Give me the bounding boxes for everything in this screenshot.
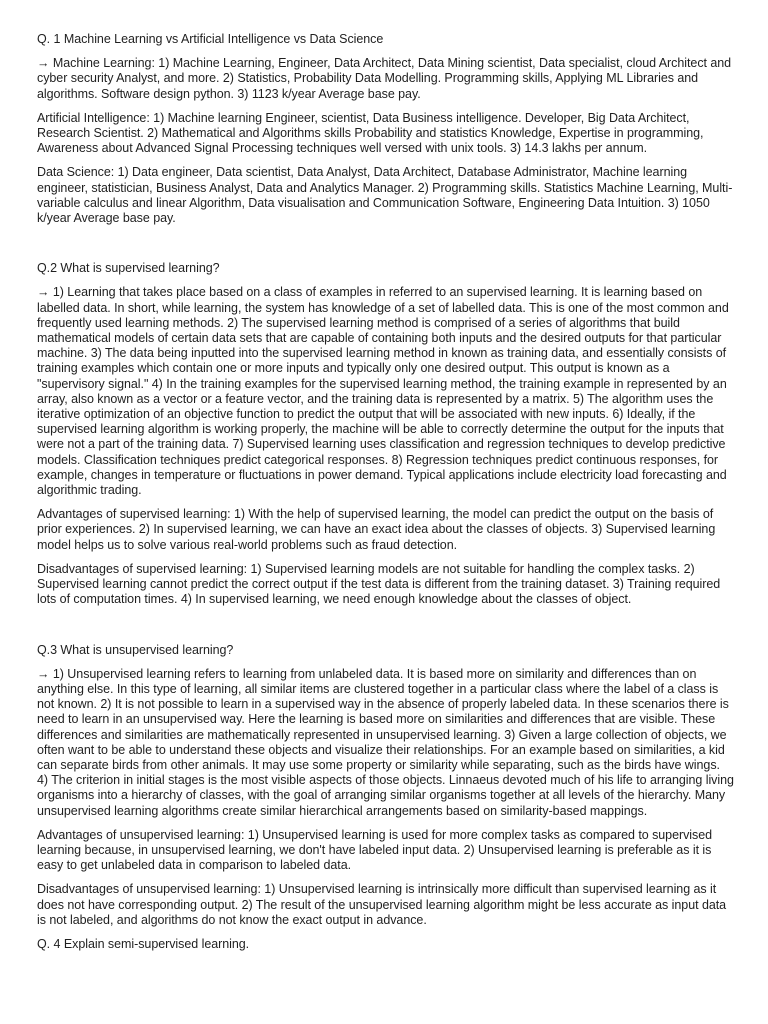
question-2-heading: Q.2 What is supervised learning? — [37, 261, 220, 276]
section-spacer — [37, 235, 734, 261]
question-3-answer: → 1) Unsupervised learning refers to learning from unlabeled data. It is based more on similarity and differences than on anything else. In this type of learning, all similar items are clustered together in a particular class where the label of a class is not known. 2) It is not possible to learn in a supervised way in the absence of properly labeled data. In these scenarios there is need to learn in an unsupervised way. Here the learning is based more on similarities and differences that are visible. These differences and similarities are mathematically represented in unsupervised learning. 3) Given a large collection of objects, we often want to be able to understand these objects and visualize their relationships. For an example based on similarities, a kid can separate birds from other animals. It may use some property or similarity while separating, such as the birds have wings. 4) The criterion in initial stages is the most visible aspects of those objects. Linnaeus devoted much of his life to arranging living organisms into a hierarchy of classes, with the goal of arranging similar organisms together at all levels of the hierarchy. Many unsupervised learning algorithms create similar hierarchical arrangements based on similarity-based mappings. — [37, 666, 734, 818]
question-3-heading: Q.3 What is unsupervised learning? — [37, 642, 234, 657]
question-2-answer: → 1) Learning that takes place based on a class of examples in referred to an supervised learning. It is learning based on labelled data. In short, while learning, the system has knowledge of a set of labelled data. This is one of the most common and frequently used learning methods. 2) The supervised learning method is comprised of a series of algorithms that build mathematical models of certain data sets that are capable of containing both inputs and the desired outputs for that particular machine. 3) The data being inputted into the supervised learning method in known as training data, and essentially consists of training examples which contain one or more inputs and typically only one desired output. This output is known as a "supervisory signal." 4) In the training examples for the supervised learning method, the training example in represented by an array, also known as a vector or a feature vector, and the training data is represented by a matrix. 5) The algorithm uses the iterative optimization of an objective function to predict the output that will be associated with new inputs. 6) Ideally, if the supervised learning algorithm is working properly, the machine will be able to correctly determine the output for the inputs that were not a part of the training data. 7) Supervised learning uses classification and regression techniques to develop predictive models. Classification techniques predict categorical responses. 8) Regression techniques predict continuous responses, for example, changes in temperature or fluctuations in power demand. Typical applications include electricity load forecasting and algorithmic trading. — [37, 285, 729, 498]
question-1-answer-ai: Artificial Intelligence: 1) Machine learning Engineer, scientist, Data Business intelligence. Developer, Big Data Architect, Research Scientist. 2) Mathematical and Algorithms skills Probability and statistics Knowledge, Expertise in programming, Awareness about Advanced Signal Processing techniques well versed with unix tools. 3) 14.3 lakhs per annum. — [37, 110, 704, 156]
question-1-answer-ml: → Machine Learning: 1) Machine Learning, Engineer, Data Architect, Data Mining scientist, Data specialist, cloud Architect and cyber security Analyst, and more. 2) Statistics, Probability Data Modelling. Programming skills, Applying ML Libraries and algorithms. Software design python. 3) 1123 k/year Average base pay. — [37, 56, 732, 101]
question-2-advantages: Advantages of supervised learning: 1) With the help of supervised learning, the model can predict the output on the basis of prior experiences. 2) In supervised learning, we can have an exact idea about the classes of objects. 3) Supervised learning model helps us to solve various real-world problems such as fraud detection. — [37, 507, 716, 552]
question-1-heading: Q. 1 Machine Learning vs Artificial Intelligence vs Data Science — [37, 32, 384, 46]
section-spacer — [37, 617, 734, 643]
document-page — [37, 32, 734, 961]
question-1-answer-ds: Data Science: 1) Data engineer, Data scientist, Data Analyst, Data Architect, Database Administrator, Machine learning engineer, statistician, Business Analyst, Data and Analytics Manager. 2) Programming skills. Statistics Machine Learning, Multi-variable calculus and linear Algorithm, Data visualisation and Communication Software, Engineering Data Intuition. 3) 1050 k/year Average base pay. — [37, 165, 733, 226]
question-3-disadvantages: Disadvantages of unsupervised learning: 1) Unsupervised learning is intrinsically more difficult than supervised learning as it does not have corresponding output. 2) The result of the unsupervised learning algorithm might be less accurate as input data is not labeled, and algorithms do not know the exact output in advance. — [37, 882, 727, 927]
question-3-advantages: Advantages of unsupervised learning: 1) Unsupervised learning is used for more complex tasks as compared to supervised learning because, in unsupervised learning, we don't have labeled input data. 2) Unsupervised learning is preferable as it is easy to get unlabeled data in comparison to labeled data. — [37, 827, 713, 873]
question-2-disadvantages: Disadvantages of supervised learning: 1) Supervised learning models are not suitable for handling the complex tasks. 2) Supervised learning cannot predict the correct output if the test data is different from the training dataset. 3) Training required lots of computation times. 4) In supervised learning, we need enough knowledge about the classes of object. — [37, 561, 721, 607]
question-4-heading: Q. 4 Explain semi-supervised learning. — [37, 936, 250, 951]
